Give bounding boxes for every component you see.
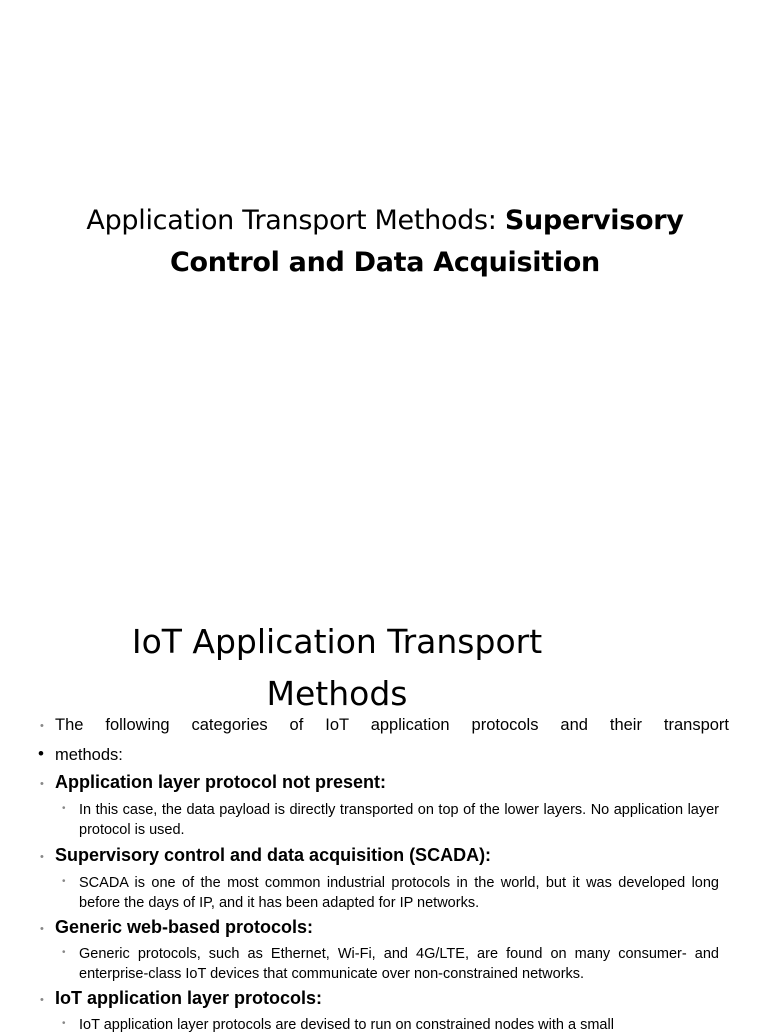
bullet-dot-icon: • [62, 803, 66, 814]
slide-1-title [40, 200, 730, 284]
bullet-dot-icon: • [62, 876, 66, 887]
bullet-dot-icon: • [62, 947, 66, 958]
bullet-dot-icon: • [40, 851, 44, 863]
bullet-dot-icon: • [40, 720, 44, 732]
slide-2-title: IoT Application Transport Methods [131, 622, 543, 713]
item-detail: IoT application layer protocols are devised to run on constrained nodes with a small [79, 1017, 614, 1033]
bullet-dot-icon: • [40, 994, 44, 1006]
bullet-dot-icon: • [38, 744, 44, 763]
bullet-dot-icon: • [62, 1018, 66, 1029]
slide-1-title-regular: Application Transport Methods: [86, 205, 505, 236]
intro-text-line-2: methods: [55, 746, 123, 764]
item-detail: Generic protocols, such as Ethernet, Wi-Fi, and 4G/LTE, are found on many consumer- and enterprise-class IoT devices that communicate over non-constrained networks. [79, 946, 719, 982]
slide-2 [0, 560, 768, 1033]
item-detail: In this case, the data payload is directly transported on top of the lower layers. No application layer protocol is used. [79, 802, 719, 838]
item-heading: Generic web-based protocols: [55, 917, 314, 937]
item-heading: IoT application layer protocols: [55, 988, 323, 1008]
intro-text-line-1: The following categories of IoT application protocols and their transport [55, 716, 729, 734]
item-heading: Supervisory control and data acquisition (SCADA): [55, 845, 492, 865]
slide-1-title-bold: Supervisory Control and Data Acquisition [170, 205, 684, 278]
item-heading: Application layer protocol not present: [55, 772, 387, 792]
bullet-dot-icon: • [40, 778, 44, 790]
item-detail: SCADA is one of the most common industrial protocols in the world, but it was developed long before the days of IP, and it has been adapted for IP networks. [79, 875, 719, 911]
bullet-dot-icon: • [40, 923, 44, 935]
